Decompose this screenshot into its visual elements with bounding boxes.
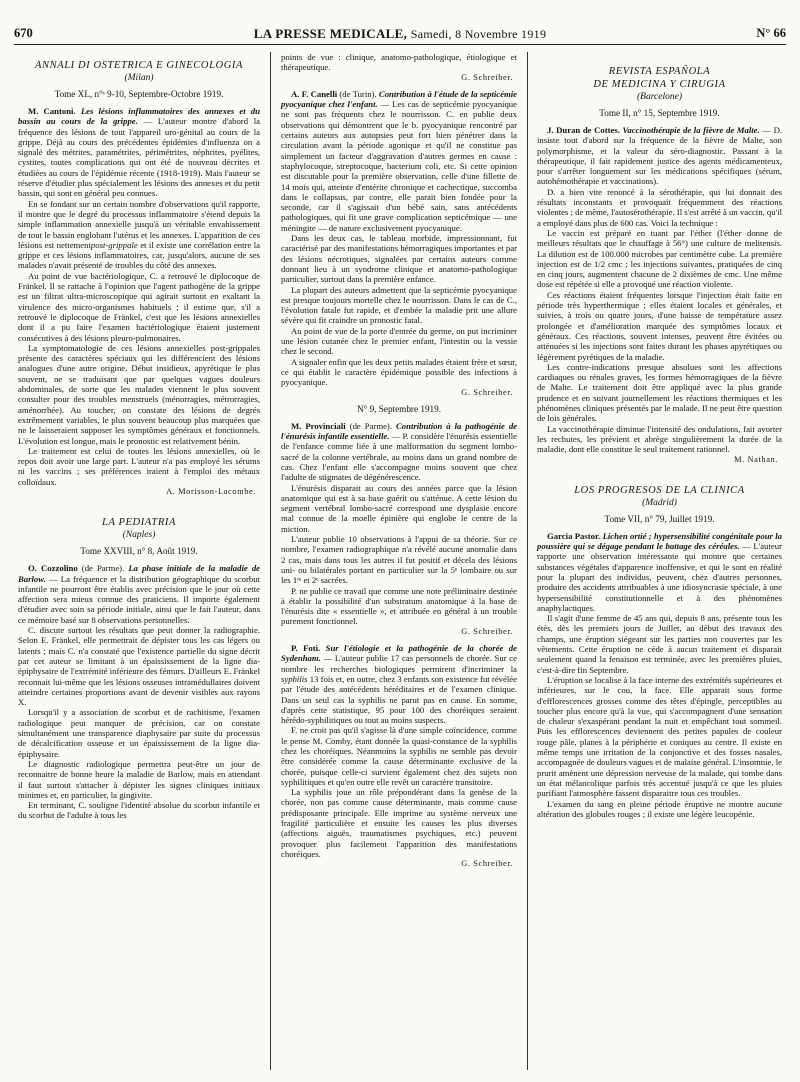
article-paragraph: La symptomatologie de ces lésions annexielles post-grippales présente des caractères spéciaux qui les différencient des lésions analogues d'une autre origine. Début insidieux, apyrétique le plus souvent, ne se traduisant que par quelques vagues douleurs abdominales, de sorte que les malades viennent le plus souvent consulter pour des troubles menstruels (ménorragies, métrorragies, aménorrhée). Au toucher, on constate des lésions de degrés extrêmement variables, le plus souvent beaucoup plus marquées que ne le laisseraient supposer les symptômes généraux et fonctionnels. L'évolution est longue, mais le pronostic est relativement bénin. xyxy=(18,342,260,446)
section-title: LOS PROGRESOS DE LA CLINICA xyxy=(574,484,745,496)
article-author: M. Cantoni. xyxy=(28,106,76,116)
article-paragraph: Ces réactions étaient fréquentes lorsque l'injection était faite en période très hyperthermique ; elles étaient locales et générales, et suivies, à trois ou quatre jours, d'une baisse de température assez prolongée et d'amélioration marquée des symptômes locaux et généraux. Ces réactions, souvent intenses, peuvent être évitées ou atténuées si les injections sont faites durant les phases apyrétiques ou légèrement pyrétiques de la maladie. xyxy=(537,289,782,362)
section-title: LA PEDIATRIA xyxy=(102,517,176,529)
article-signature: G. Schreiber. xyxy=(461,72,513,82)
column-rule xyxy=(270,52,271,1070)
article-paragraph: L'énurésis disparait au cours des années parce que la lésion anatomique qui est à sa base guérit ou s'atténue. A cette lésion du segment vertébral lombo-sacré correspond une dysplasie encore mal connue de la moelle épinière qui englobe le centre de la miction. xyxy=(281,482,517,534)
article-paragraph: M. Cantoni. Les lésions inflammatoires des annexes et du bassin au cours de la grippe. — L'auteur montre d'abord la fréquence des lésions de tout l'appareil uro-génital au cours de la grippe. Déjà au cours des précédentes épidémies d'influenza on a signalé des métrites, paramétrites, périmétrites, néphrites, pyélites, cystites, toutes complications qui ont été de nouveau décrites et étudiées au cours de l'épidémie récente (1918-1919). Mais l'auteur se réserve d'étudier plus spécialement les lésions des annexes et du petit bassin, qui sont en général peu connues. xyxy=(18,106,260,199)
article-paragraph: J. Duran de Cottes. Vaccinothérapie de la fièvre de Malte. — D. insiste tout d'abord sur la fréquence de la fièvre de Malte, son polymorphisme, et la valeur du séro-diagnostic. Passant à la thérapeutique, il fait rapidement justice des agents médicamenteux, pour s'arrêter longuement sur les médications spécifiques (sérum, autohémothérapie et vaccinations). xyxy=(537,125,783,187)
article-paragraph: Les contre-indications presque absolues sont les affections cardiaques ou rénales graves, les formes hémorragiques de la fièvre de Malte. Le traitement doit être appliqué avec la plus grande prudence et en suivant journellement les réactions thermiques et les phénomènes cliniques présentés par le malade. Il ne peut être question de lois générales. xyxy=(537,361,782,424)
article-signature: G. Schreiber. xyxy=(461,626,513,636)
article-paragraph: points de vue : clinique, anatomo-pathologique, étiologique et thérapeutique. xyxy=(281,52,517,73)
article-title: Lichen ortié ; hypersensibilité congénitale pour la poussière qui se dégage pendant le battage des céréales. xyxy=(537,530,783,552)
issue-line: N° 9, Septembre 1919. xyxy=(356,403,442,414)
article-title: Sur l'étiologie et la pathogénie de la chorée de Sydenham. xyxy=(281,643,518,664)
section-city: (Milan) xyxy=(124,73,154,83)
article-paragraph: Le traitement est celui de toutes les lésions annexielles, où le repos doit avoir une large part. L'auteur n'a pas employé les sérums ni les vaccins ; ses préférences iraient à l'emploi des métaux colloïdaux. xyxy=(18,445,260,487)
issue-line: Tome VII, n° 79, Juillet 1919. xyxy=(604,513,715,524)
article-paragraph: La syphilis joue un rôle prépondérant dans la genèse de la chorée, non pas comme cause déterminante, mais comme cause prédisposante principale. Elle imprime au système nerveux une fragilité particulière et ensuite les causes les plus diverses (affections aiguës, traumatismes psychiques, etc.) peuvent provoquer plus facilement l'apparition des manifestations choréiques. xyxy=(281,787,517,859)
column-left xyxy=(18,52,260,821)
article-paragraph: Au point de vue de la porte d'entrée du germe, on put incriminer une lésion cutanée chez le premier enfant, l'intestin ou la vessie chez le second. xyxy=(281,325,517,357)
article-paragraph: Dans les deux cas, le tableau morbide, impressionnant, fut caractérisé par des manifestations hémorragiques importantes et par des lésions nécrotiques, signalées par certains auteurs comme donnant lieu à un syndrome clinique et anatomo-pathologique particulier, surtout dans la première enfance. xyxy=(281,233,517,285)
article-paragraph: La plupart des auteurs admettent que la septicémie pyocyanique est presque toujours mortelle chez le nourrisson. Dans le cas de C., l'évolution fatale fut rapide, et d'embée la maladie prit une allure sévère qui fit craindre un pronostic fatal. xyxy=(281,284,517,326)
page-number: 670 xyxy=(14,26,33,40)
issue-line: Tome II, n° 15, Septembre 1919. xyxy=(599,108,720,118)
journal-masthead xyxy=(14,26,786,42)
article-title: Contribution à la pathogénie de l'énurésis infantile essentielle. xyxy=(281,420,518,442)
article-paragraph: L'auteur publie 10 observations à l'appui de sa théorie. Sur ce nombre, l'examen radiographique n'a révélé aucune anomalie dans 2 cas, mais dans tous les autres il fut positif et décela des lésions uni- ou bilatérales portant en particulier sur la 5ᵉ lombaire ou sur les 1ʳᵉ et 2ᵉ sacrées. xyxy=(281,534,517,586)
page-header xyxy=(14,26,786,44)
article-signature: G. Schreiber. xyxy=(461,859,513,869)
article-title: Contribution à l'étude de la septicémie pyocyanique chez l'enfant. xyxy=(281,88,518,110)
section-title: REVISTA ESPAÑOLA xyxy=(608,66,711,77)
article-signature: M. Nathan. xyxy=(734,454,778,464)
article-title: Vaccinothérapie de la fièvre de Malte. xyxy=(622,125,760,135)
article-paragraph: C. discute surtout les résultats que peut donner la radiographie. Selon E. Fränkel, elle permettrait de dépister tous les cas légers ou latents ; mais C. n'a constaté que l'existence partielle du signe décrit par cet auteur se limitant à un épaississement de la ligne dia-épiphysaire de l'extrémité inférieure des fémurs. D'ailleurs E. Fränkel reconnait lui-même que les lésions osseuses intramédullaires doivent atteindre certaines proportions avant de devenir visibles aux rayons X. xyxy=(18,625,260,708)
article-title: Les lésions inflammatoires des annexes et du bassin au cours de la grippe. xyxy=(18,106,260,127)
article-signature: G. Schreiber. xyxy=(461,387,513,397)
issue-line: Tome XL, n°ˢ 9-10, Septembre-Octobre 1919. xyxy=(54,89,224,99)
section-title-line-2: DE MEDICINA Y CIRUGIA xyxy=(593,79,726,90)
issue-number: N° 66 xyxy=(756,26,786,40)
issue-line: Tome XXVIII, n° 8, Août 1919. xyxy=(80,546,198,557)
article-author: A. F. Canelli xyxy=(291,88,338,99)
article-paragraph: D. a bien vite renoncé à la sérothérapie, qui lui donnait des résultats inconstants et provoquait fréquemment des réactions violentes ; de même, l'autosérothérapie. Il s'est arrêté à un vaccin, qu'il a employé dans plus de 600 cas. Voici la technique : xyxy=(537,186,782,228)
article-title: La phase initiale de la maladie de Barlow. xyxy=(18,563,261,584)
column-right xyxy=(537,52,782,819)
journal-title: LA PRESSE MEDICALE, xyxy=(253,26,408,41)
column-middle xyxy=(281,52,517,876)
article-author: P. Foti. xyxy=(291,643,321,654)
article-paragraph: Lorsqu'il y a association de scorbut et de rachitisme, l'examen radiologique peut manquer de précision, car on constate simultanément une transparence diaphysaire par suite du processus de décalcification osseuse et un épaississement de la ligne dia-épiphysaire. xyxy=(18,707,260,759)
article-author: J. Duran de Cottes. xyxy=(547,125,620,135)
issue-date: Samedi, 8 Novembre 1919 xyxy=(410,27,547,41)
article-author: M. Provinciali xyxy=(291,420,346,431)
article-paragraph: En se fondant sur un certain nombre d'observations qu'il rapporte, il montre que le degré du processus inflammatoire s'étend depuis la simple inflammation annexielle jusqu'à un véritable envahissement de tout le bassin englobant l'utérus et les annexes. L'apparition de ces lésions est nettementpost-grippale et il existe une corrélation entre la grippe et ces lésions inflammatoires, car, jusqu'alors, aucune de ses malades n'avait présenté de troubles du côté des annexes. xyxy=(18,198,261,271)
section-city: (Madrid) xyxy=(642,497,677,508)
article-paragraph: A. F. Canelli (de Turin). Contribution à l'étude de la septicémie pyocyanique chez l'enfant. — Les cas de septicémie pyocyanique ne sont pas fréquents chez le nourrisson. C. en publie deux observations qui démontrent que le b. pyocyanique rencontré par certains auteurs aux autopsies peut fort bien pénétrer dans la circulation avant la période agonique et qu'il ne constitue pas simplement un facteur d'aggravation d'autres germes en cause : staphylocoque, streptocoque, bacterium coli, etc. Si cette opinion est discutable pour la première observation, celle d'une fillette de 14 mois qui, atteinte d'entérite chronique et cachectique, succomba dans le collapsus, par contre, elle parait bien fondée pour la seconde, car il s'agissait d'un bébé sain, sans antécédents pathologiques, qui fit une grave complication septicémique — une méningite — de nature exclusivement pyocyanique. xyxy=(281,88,518,233)
article-author: O. Cozzolino xyxy=(28,563,78,574)
section-city: (Barcelone) xyxy=(636,92,682,102)
section-city: (Naples) xyxy=(122,530,156,541)
article-paragraph: A signaler enfin que les deux petits malades étaient frère et sœur, ce qui établit le caractère épidémique possible des infections à pyocyanique. xyxy=(281,356,517,388)
article-paragraph: F. ne croit pas qu'il s'agisse là d'une simple coïncidence, comme le pense M. Comby, étant donnée la quasi-constance de la syphilis chez les choréiques. Néanmoins la syphilis ne semble pas devoir être considérée comme la cause déterminante exclusive de la chorée, puisque celle-ci survient également chez des sujets non syphilitiques et qu'en outre elle revêt un caractère transitoire. xyxy=(281,725,517,787)
article-signature: A. Morisson-Lacombe. xyxy=(166,486,256,496)
article-paragraph: L'examen du sang en pleine période éruptive ne montre aucune altération des globules rouges ; il existe une légère leucopénie. xyxy=(537,798,782,819)
header-rule xyxy=(14,44,786,45)
article-paragraph: En terminant, C. souligne l'identité absolue du scorbut infantile et du scorbut de l'adulte à tous les xyxy=(18,800,260,821)
article-paragraph: Au point de vue bactériologique, C. a retrouvé le diplocoque de Fränkel. Il se rattache à l'opinion que l'agent pathogène de la grippe est un filtrat ultra-microscopique qui agirait surtout en exaltant la virulence des micro-organismes habituels ; il estime que, s'il a retrouvé le diplocoque de Fränkel, c'est que les lésions annexielles dont il a pu faire l'examen bactériologique étaient justement consécutives à des lésions pleuro-pulmonaires. xyxy=(18,270,260,343)
column-rule xyxy=(527,52,528,1070)
article-paragraph: O. Cozzolino (de Parme). La phase initiale de la maladie de Barlow. — La fréquence et la distribution géographique du scorbut infantile ne pourront être établis avec précision que le jour où cette affection sera mieux connue des praticiens. Il importe également d'étudier avec soin sa période initiale, ainsi que le fait l'auteur, dans ce mémoire basé sur 8 observations personnelles. xyxy=(18,563,261,625)
article-paragraph: P. ne publie ce travail que comme une note préliminaire destinée à établir la possibilité d'un substratum anatomique à la base de l'énurésis dite « essentielle », et attribuée en général à un trouble purement fonctionnel. xyxy=(281,585,517,627)
article-paragraph: Garcia Pastor. Lichen ortié ; hypersensibilité congénitale pour la poussière qui se dégage pendant le battage des céréales. — L'auteur rapporte une observation intéressante qui montre que certaines substances végétales d'apparence inoffensive, et qui le sont en réalité pour la plupart des individus, peuvent, chez d'autres personnes, produire des accidents attribuables à une idiosyncrasie spéciale, à une hypersensibilité constitutionnelle et à des phénomènes anaphylactiques. xyxy=(537,530,783,613)
article-paragraph: Il s'agit d'une femme de 45 ans qui, depuis 8 ans, présente tous les étés, dès les premiers jours de Juillet, au début des travaux des champs, une éruption siégeant sur les parties non couvertes par les vêtements. Cette éruption ne cède à aucun traitement et disparait seulement quand la fenaison est terminée, avec les premières pluies, c'est-à-dire fin Septembre. xyxy=(537,613,782,675)
section-title: ANNALI DI OSTETRICA E GINECOLOGIA xyxy=(34,60,244,71)
article-paragraph: Le diagnostic radiologique permettra peut-être un jour de reconnaitre de bonne heure la maladie de Barlow, mais en attendant il faut surtout s'attacher à dépister les signes cliniques initiaux minimes et, en particulier, la gingivite. xyxy=(18,758,260,800)
article-paragraph: M. Provinciali (de Parme). Contribution à la pathogénie de l'énurésis infantile essentielle. — P. considère l'énurésis essentielle de l'enfance comme liée à une malformation du segment lombo-sacré de la colonne vertébrale, au moins dans un grand nombre de cas. Chez l'enfant elle s'accompagne moins souvent que chez l'adulte de stigmates de dégénérescence. xyxy=(281,420,518,483)
article-paragraph: L'éruption se localise à la face interne des extrémités supérieures et inférieures, sur le cou, la face. Elle apparait sous forme d'efflorescences grosses comme des têtes d'épingle, perceptibles au toucher plus encore qu'à la vue, qui s'accompagnent d'une sensation de chaleur s'exaspérant pendant la nuit et empêchant tout sommeil. Puis les efflorescences deviennent des petites papules de couleur rouge pâle, planes à la périphérie et coniques au centre. Il existe en même temps une irritation de la conjonctive et des fosses nasales, accompagnée de douleurs vagues et de malaise général. L'insomnie, le prurit amènent une dépression nerveuse de la malade, qui tombe dans un état mélancolique parfois très accentué jusqu'à ce que les pluies purifiant l'atmosphère fassent disparaitre tous ces troubles. xyxy=(537,674,782,799)
article-paragraph: Le vaccin est préparé en tuant par l'éther (l'éther donne de meilleurs résultats que le chauffage à 56°) une culture de melitensis. La dilution est de 100.000 microbes par centimètre cube. La première injection est de 1/2 cmc ; les injections suivantes, pratiquées de cinq en cinq jours, augmentent chacune de 2 dixièmes de cmc. Une même dose est répétée si elle a provoqué une réaction violente. xyxy=(537,227,782,290)
article-paragraph: La vaccinothérapie diminue l'intensité des ondulations, fait avorter les rechutes, les prévient et abrège singulièrement la durée de la maladie, dont elle constitue le seul traitement rationnel. xyxy=(537,423,782,455)
article-author: Garcia Pastor. xyxy=(547,530,601,541)
article-paragraph: P. Foti. Sur l'étiologie et la pathogénie de la chorée de Sydenham. — L'auteur publie 17 cas personnels de chorée. Sur ce nombre les recherches biologiques permirent d'incriminer la syphilis 13 fois et, en outre, chez 3 enfants son existence fut révélée par l'étude des antécédents héréditaires et de l'examen clinique. Dans un seul cas la syphilis ne parut pas en cause. En somme, d'après cette statistique, 95 pour 100 des choréiques seraient hérédo-syphilitiques ou tout au moins suspects. xyxy=(281,643,518,726)
